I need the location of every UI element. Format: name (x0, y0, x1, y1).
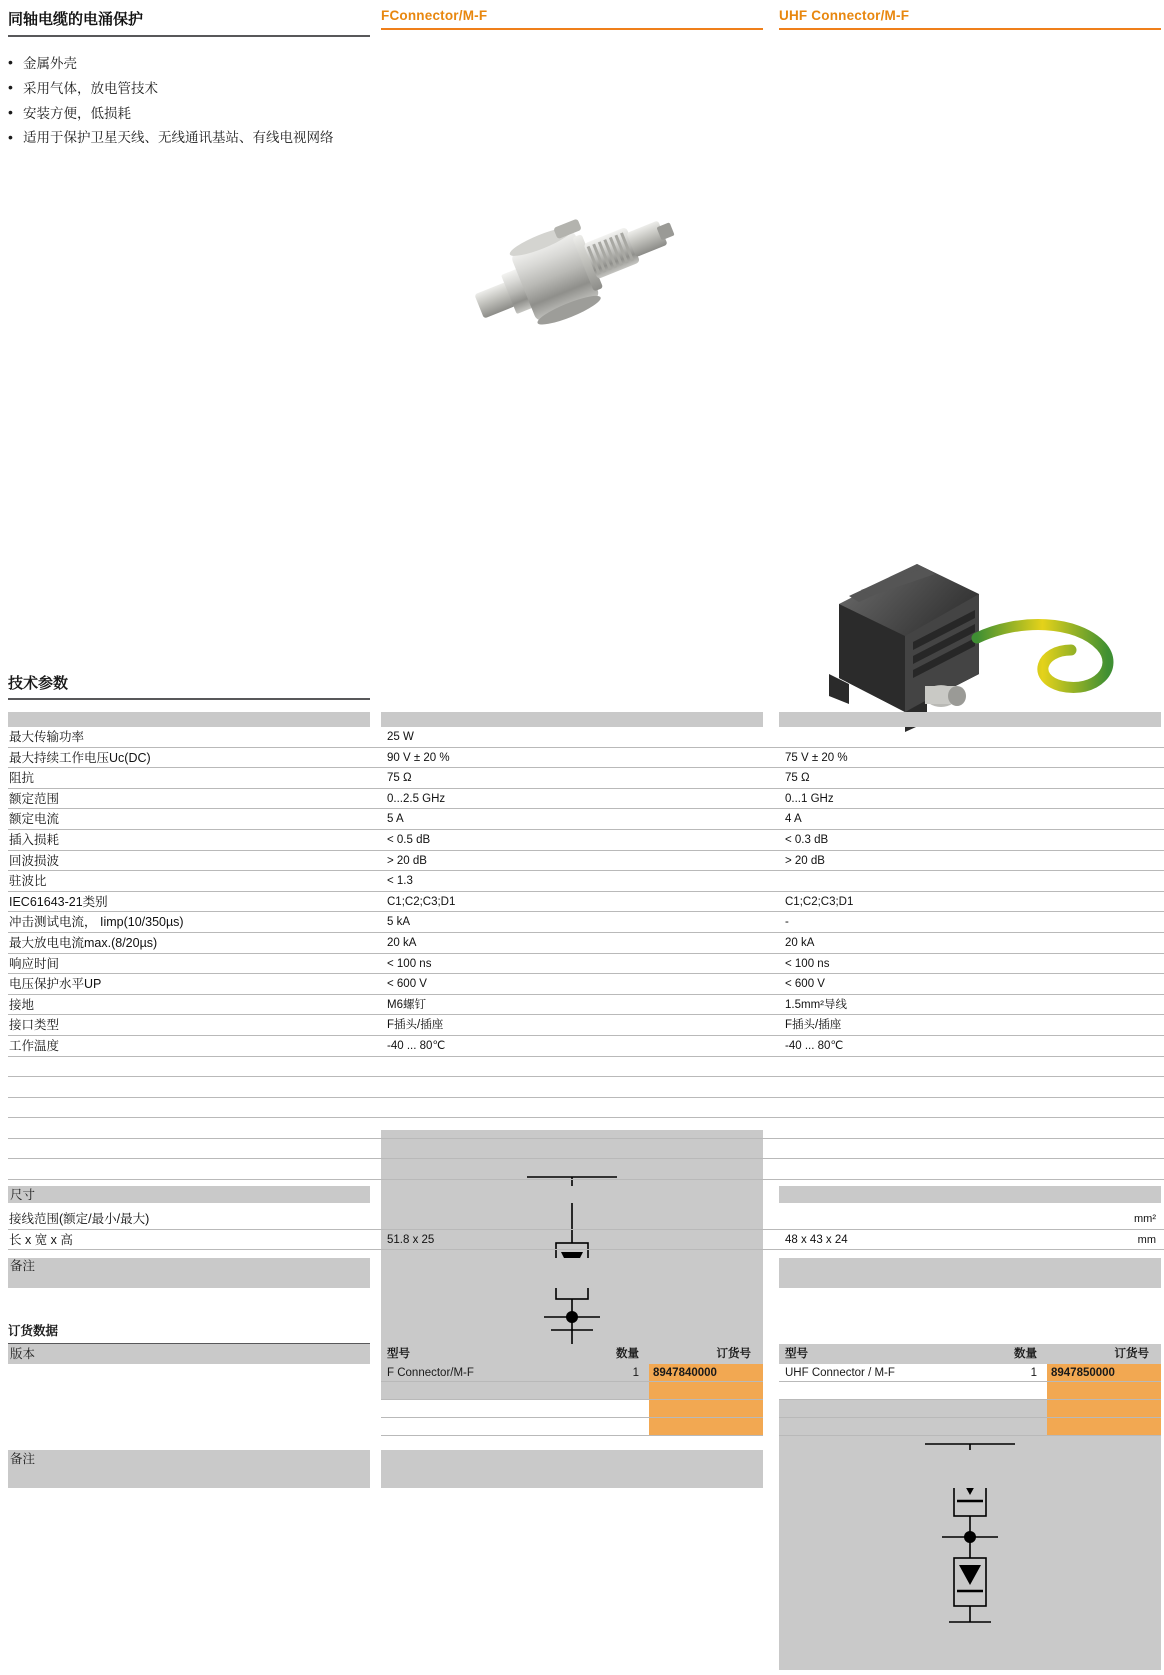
spec-value: > 20 dB (779, 851, 1164, 872)
spec-value-blank (779, 1139, 1164, 1160)
spec-value: > 20 dB (381, 851, 1164, 872)
section-title-order: 订货数据 (8, 1324, 59, 1338)
list-item: • 采用气体，放电管技术 (8, 76, 370, 101)
spec-value: 0...2.5 GHz (381, 789, 1164, 810)
section-title-dimensions: 尺寸 (10, 1188, 36, 1202)
spec-values-b (779, 727, 1164, 1180)
spec-value: < 100 ns (381, 954, 1164, 975)
remark-band-a (381, 1258, 763, 1288)
table-row-empty (381, 1400, 763, 1418)
remark-band-b (779, 1258, 1161, 1288)
spec-value: -40 ... 80℃ (381, 1036, 1164, 1057)
order-header-row (381, 1344, 763, 1364)
spec-value: < 0.3 dB (779, 830, 1164, 851)
order-col-number: 订货号 (1114, 1348, 1149, 1360)
remark-band-left (8, 1258, 370, 1288)
band-a-tech (381, 712, 763, 727)
spec-value-blank (779, 1077, 1164, 1098)
title-rule (8, 35, 370, 37)
order-col-number: 订货号 (716, 1348, 751, 1360)
list-item: • 安装方便，低损耗 (8, 101, 370, 126)
order-model: UHF Connector / M-F (785, 1367, 895, 1379)
left-header (8, 8, 370, 150)
feature-list (8, 51, 370, 150)
spec-value: < 600 V (779, 974, 1164, 995)
spec-label: 额定电流 (8, 809, 1164, 830)
dim-label-text: 长 x 宽 x 高 (9, 1232, 73, 1247)
order-table-b (779, 1344, 1161, 1436)
spec-label: 阻抗 (8, 768, 1164, 789)
product-rule-b (779, 28, 1161, 30)
version-label: 版本 (10, 1347, 36, 1361)
spec-label: 最大传输功率 (8, 727, 1164, 748)
remark-band-left-2 (8, 1450, 370, 1488)
spec-value: M6螺钉 (381, 995, 1164, 1016)
table-row-empty (779, 1382, 1161, 1400)
spec-label: 最大放电电流max.(8/20µs) (8, 933, 1164, 954)
dim-label-unit: mm (1137, 1233, 1156, 1246)
spec-label: 回波损波 (8, 851, 1164, 872)
spec-value: < 0.5 dB (381, 830, 1164, 851)
remark-band-a-2 (381, 1450, 763, 1488)
product-photo-a (381, 46, 763, 406)
spec-label: 最大持续工作电压Uc(DC) (8, 748, 1164, 769)
dim-label-unit: mm² (1134, 1213, 1156, 1225)
spec-label: IEC61643-21类别 (8, 892, 1164, 913)
spec-label: 插入损耗 (8, 830, 1164, 851)
tech-section-header (8, 672, 370, 700)
spec-value: 75 Ω (779, 768, 1164, 789)
order-col-model: 型号 (387, 1348, 410, 1360)
spec-value: < 100 ns (779, 954, 1164, 975)
spec-value: C1;C2;C3;D1 (381, 892, 1164, 913)
dim-value (779, 1209, 1164, 1230)
tech-rule (8, 698, 370, 700)
dim-label-text: 接线范围(额定/最小/最大) (9, 1212, 150, 1226)
spec-label: 冲击测试电流， Iimp(10/350µs) (8, 912, 1164, 933)
order-col-qty: 数量 (1014, 1348, 1037, 1360)
spec-value: 0...1 GHz (779, 789, 1164, 810)
band-b-tech (779, 712, 1161, 727)
order-qty: 1 (1030, 1367, 1037, 1379)
spec-value: 5 kA (381, 912, 1164, 933)
spec-label: 电压保护水平UP (8, 974, 1164, 995)
spec-value: 75 Ω (381, 768, 1164, 789)
table-row (381, 1364, 763, 1382)
product-rule-a (381, 28, 763, 30)
order-model: F Connector/M-F (387, 1367, 474, 1379)
spec-value-blank (779, 1118, 1164, 1139)
spec-value-blank (779, 1057, 1164, 1078)
order-number: 8947850000 (1051, 1367, 1115, 1379)
schematic-diagram-b (779, 1400, 1161, 1670)
table-row (779, 1364, 1161, 1382)
order-number-highlight (649, 1418, 763, 1435)
spec-value: - (779, 912, 1164, 933)
product-title-b: UHF Connector/M-F (779, 8, 910, 23)
section-title-tech: 技术参数 (8, 675, 69, 692)
list-item: • 金属外壳 (8, 51, 370, 76)
order-section-header (8, 1321, 370, 1345)
remark-label: 备注 (10, 1259, 36, 1273)
order-number-highlight (1047, 1382, 1161, 1399)
order-col-model: 型号 (785, 1348, 808, 1360)
dim-band-b (779, 1186, 1161, 1203)
spec-value: 75 V ± 20 % (779, 748, 1164, 769)
spec-value: < 600 V (381, 974, 1164, 995)
schematic-b (779, 1400, 1161, 1670)
table-row-empty (779, 1418, 1161, 1436)
spec-value: 5 A (381, 809, 1164, 830)
order-number-highlight (1047, 1400, 1161, 1417)
dim-band-a (381, 1186, 763, 1203)
order-number-highlight (1047, 1418, 1161, 1435)
table-row-empty (779, 1400, 1161, 1418)
uhf-connector-image (809, 546, 1129, 736)
dim-values-b (779, 1209, 1164, 1250)
spec-value: F插头/插座 (779, 1015, 1164, 1036)
column-a-header (381, 8, 763, 30)
spec-label: 工作温度 (8, 1036, 1164, 1057)
spec-label: 驻波比 (8, 871, 1164, 892)
f-connector-image (469, 196, 689, 356)
spec-label: 接地 (8, 995, 1164, 1016)
spec-value-blank (779, 1159, 1164, 1180)
dim-value: 51.8 x 25 (381, 1230, 1164, 1251)
dim-value: 48 x 43 x 24 (779, 1230, 1164, 1251)
order-qty: 1 (632, 1367, 639, 1379)
spec-label: 额定范围 (8, 789, 1164, 810)
order-number: 8947840000 (653, 1367, 717, 1379)
order-table-a (381, 1344, 763, 1436)
spec-value: 90 V ± 20 % (381, 748, 1164, 769)
spec-value: 1.5mm²导线 (779, 995, 1164, 1016)
spec-label: 响应时间 (8, 954, 1164, 975)
product-title-a: FConnector/M-F (381, 8, 488, 23)
spec-value: F插头/插座 (381, 1015, 1164, 1036)
spec-value: 20 kA (381, 933, 1164, 954)
table-row-empty (381, 1382, 763, 1400)
spec-value: -40 ... 80℃ (779, 1036, 1164, 1057)
spec-value: < 1.3 (381, 871, 1164, 892)
remark-band-b-2 (779, 1450, 1161, 1488)
order-header-row (779, 1344, 1161, 1364)
column-b-header (779, 8, 1161, 30)
order-number-highlight (649, 1400, 763, 1417)
spec-value: 20 kA (779, 933, 1164, 954)
spec-value: 25 W (381, 727, 1164, 748)
band-left-tech (8, 712, 370, 727)
dim-band-left (8, 1186, 370, 1203)
page-title: 同轴电缆的电涌保护 (8, 11, 144, 28)
spec-value-blank (779, 1098, 1164, 1119)
spec-value (779, 727, 1164, 748)
spec-label: 接口类型 (8, 1015, 1164, 1036)
spec-value (779, 871, 1164, 892)
table-row-empty (381, 1418, 763, 1436)
version-band (8, 1344, 370, 1364)
list-item: • 适用于保护卫星天线、无线通讯基站、有线电视网络 (8, 126, 370, 150)
spec-value: C1;C2;C3;D1 (779, 892, 1164, 913)
order-col-qty: 数量 (616, 1348, 639, 1360)
spec-value: 4 A (779, 809, 1164, 830)
order-number-highlight (649, 1382, 763, 1399)
remark-label-2: 备注 (10, 1452, 36, 1466)
